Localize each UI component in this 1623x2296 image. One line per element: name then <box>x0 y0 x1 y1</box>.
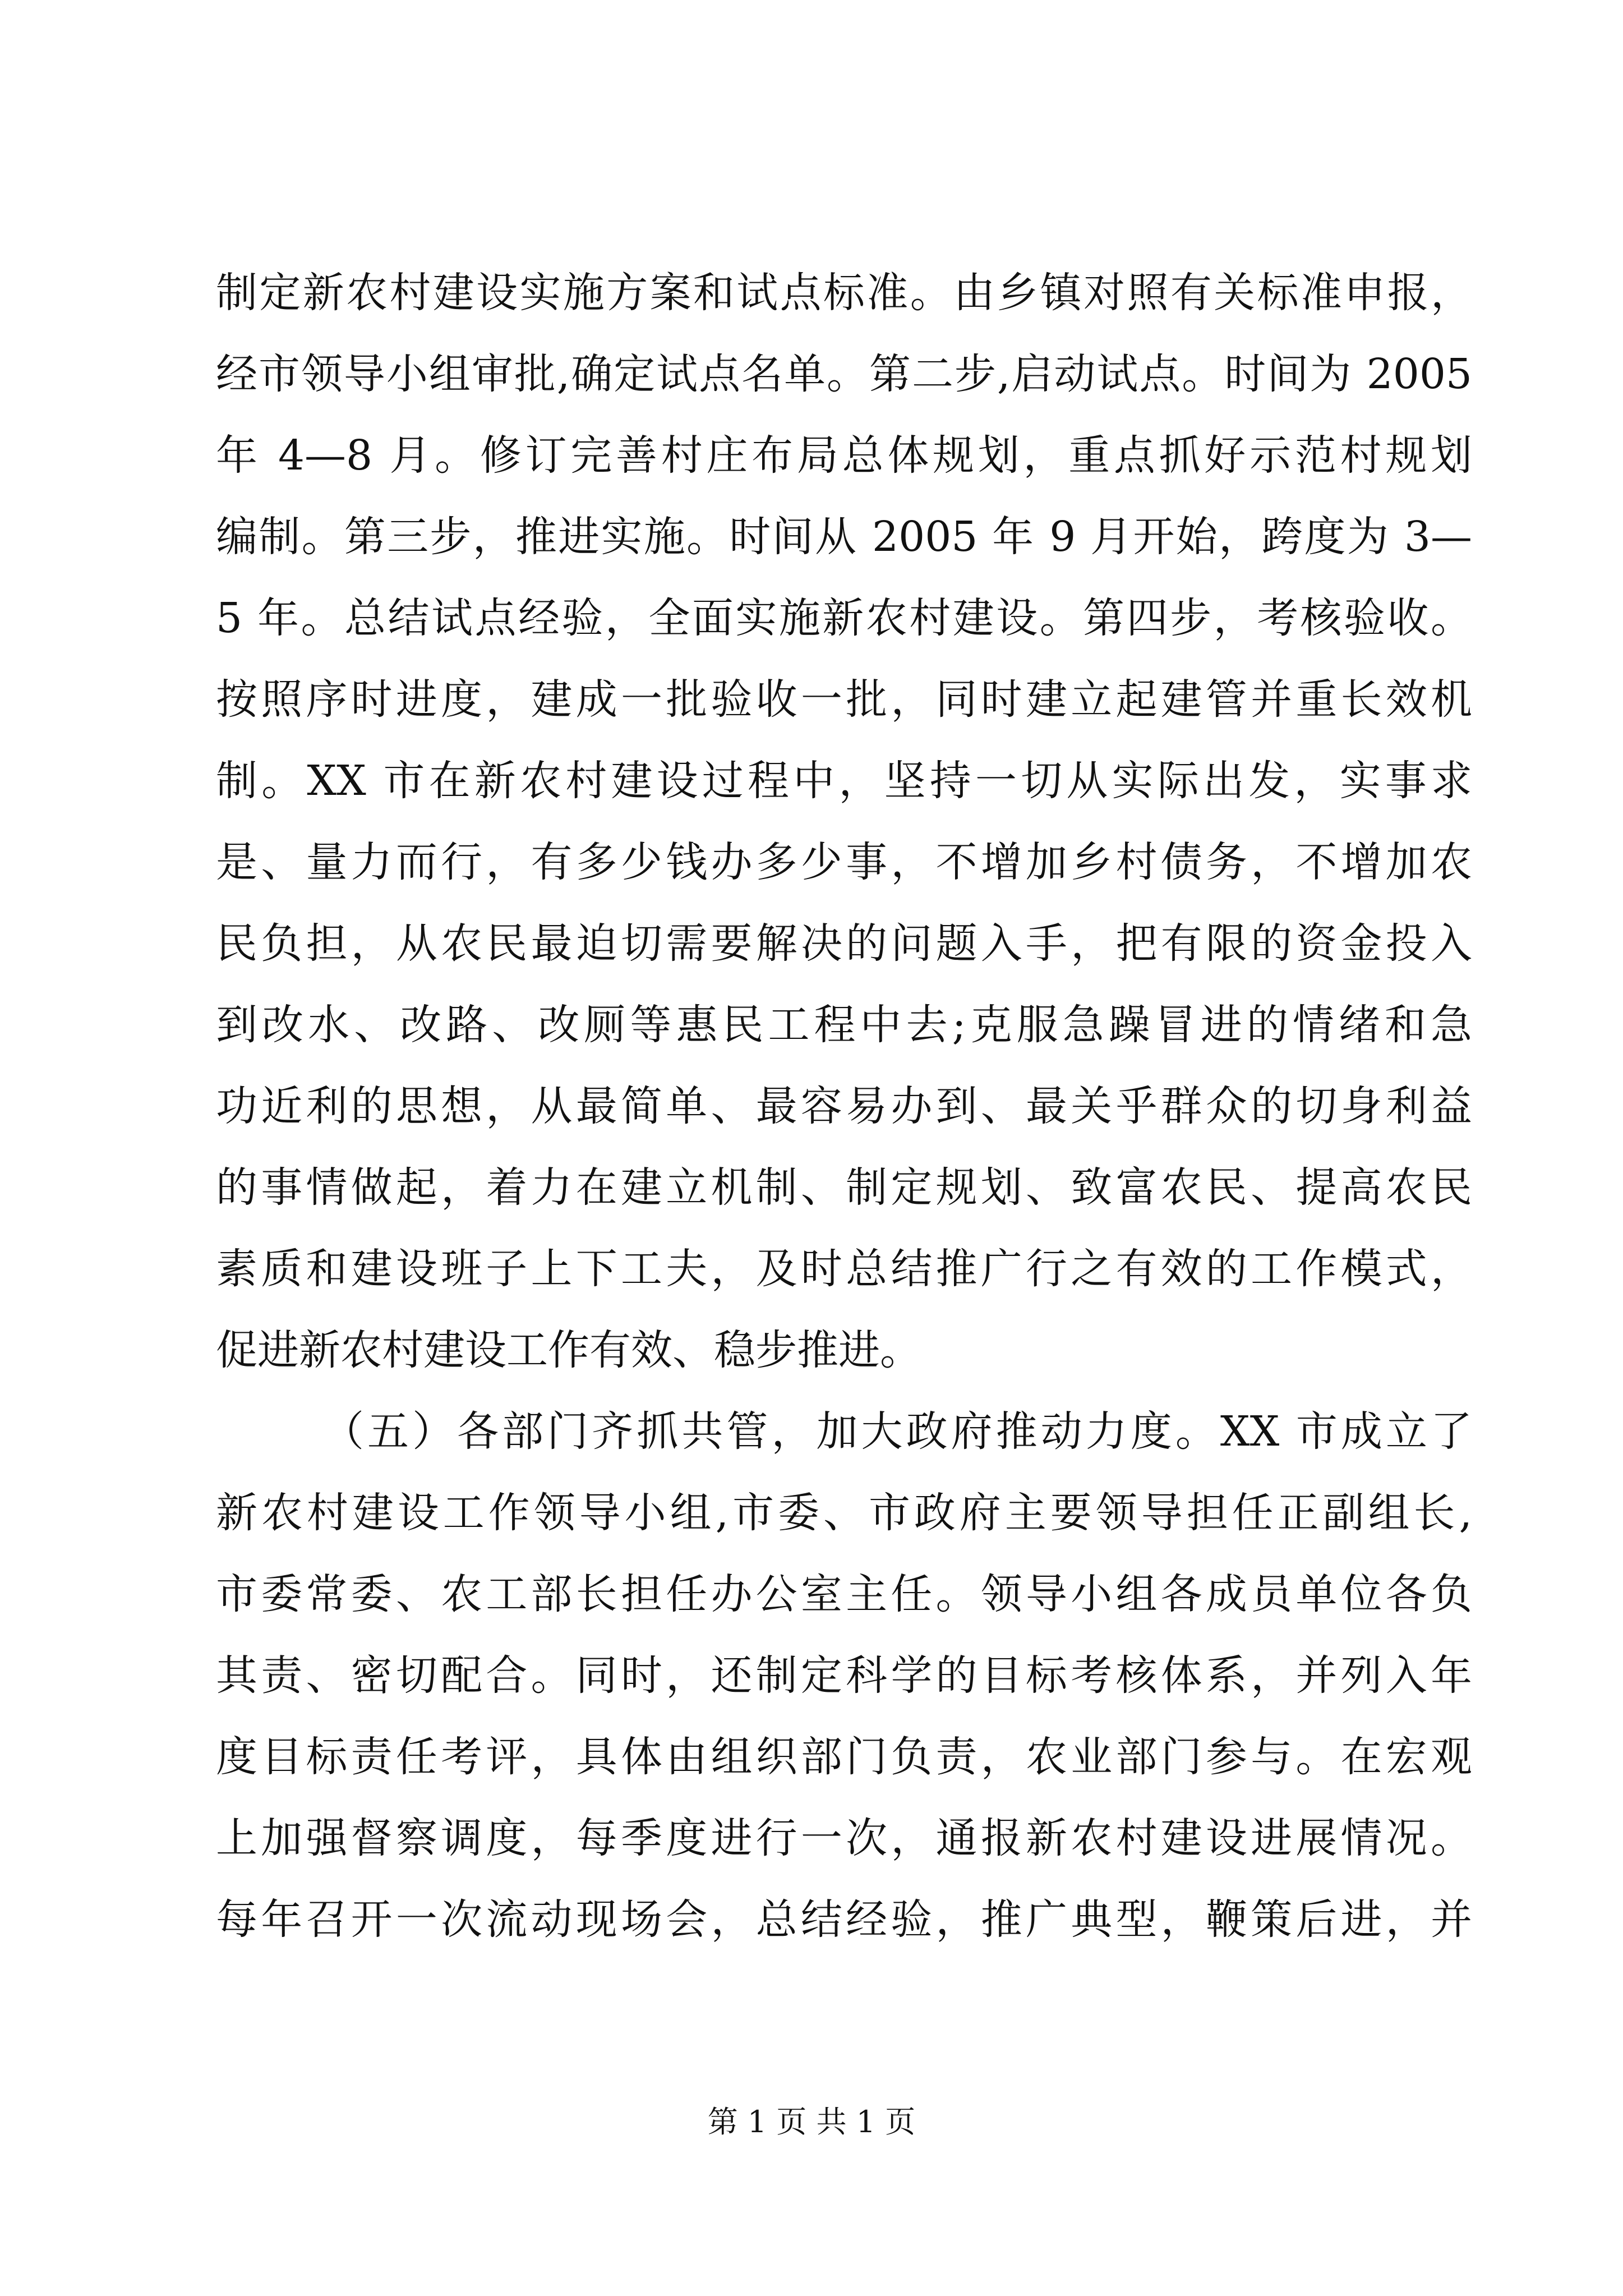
text-line: 是、量力而行，有多少钱办多少事，不增加乡村债务，不增加农 <box>216 838 1472 886</box>
document-body <box>216 252 1472 1961</box>
page-number-label: 第 1 页 共 1 页 <box>707 2104 916 2139</box>
page-footer <box>0 2102 1623 2142</box>
text-line: 每年召开一次流动现场会，总结经验，推广典型，鞭策后进，并 <box>216 1895 1472 1944</box>
text-line: 功近利的思想，从最简单、最容易办到、最关乎群众的切身利益 <box>216 1082 1472 1130</box>
text-line: 到改水、改路、改厕等惠民工程中去;克服急躁冒进的情绪和急 <box>216 1001 1472 1049</box>
text-line: 制定新农村建设实施方案和试点标准。由乡镇对照有关标准申报， <box>216 269 1472 317</box>
section-heading-line: （五）各部门齐抓共管，加大政府推动力度。XX 市成立了 <box>322 1407 1472 1456</box>
text-line: 素质和建设班子上下工夫，及时总结推广行之有效的工作模式， <box>216 1245 1472 1293</box>
text-line: 经市领导小组审批,确定试点名单。第二步,启动试点。时间为 2005 <box>216 350 1472 398</box>
text-line: 制。XX 市在新农村建设过程中，坚持一切从实际出发，实事求 <box>216 757 1472 805</box>
text-line: 编制。第三步，推进实施。时间从 2005 年 9 月开始，跨度为 3— <box>216 513 1472 561</box>
text-line: 5 年。总结试点经验，全面实施新农村建设。第四步，考核验收。 <box>216 594 1472 642</box>
text-line: 年 4—8 月。修订完善村庄布局总体规划，重点抓好示范村规划 <box>216 431 1472 480</box>
text-line: 市委常委、农工部长担任办公室主任。领导小组各成员单位各负 <box>216 1570 1472 1618</box>
text-line: 上加强督察调度，每季度进行一次，通报新农村建设进展情况。 <box>216 1814 1472 1862</box>
text-line: 其责、密切配合。同时，还制定科学的目标考核体系，并列入年 <box>216 1651 1472 1700</box>
text-line: 新农村建设工作领导小组,市委、市政府主要领导担任正副组长, <box>216 1489 1472 1537</box>
text-line: 民负担，从农民最迫切需要解决的问题入手，把有限的资金投入 <box>216 919 1472 968</box>
paragraph-end-line: 促进新农村建设工作有效、稳步推进。 <box>216 1326 921 1374</box>
text-line: 的事情做起，着力在建立机制、制定规划、致富农民、提高农民 <box>216 1163 1472 1212</box>
text-line: 按照序时进度，建成一批验收一批，同时建立起建管并重长效机 <box>216 675 1472 724</box>
text-line: 度目标责任考评，具体由组织部门负责，农业部门参与。在宏观 <box>216 1733 1472 1781</box>
